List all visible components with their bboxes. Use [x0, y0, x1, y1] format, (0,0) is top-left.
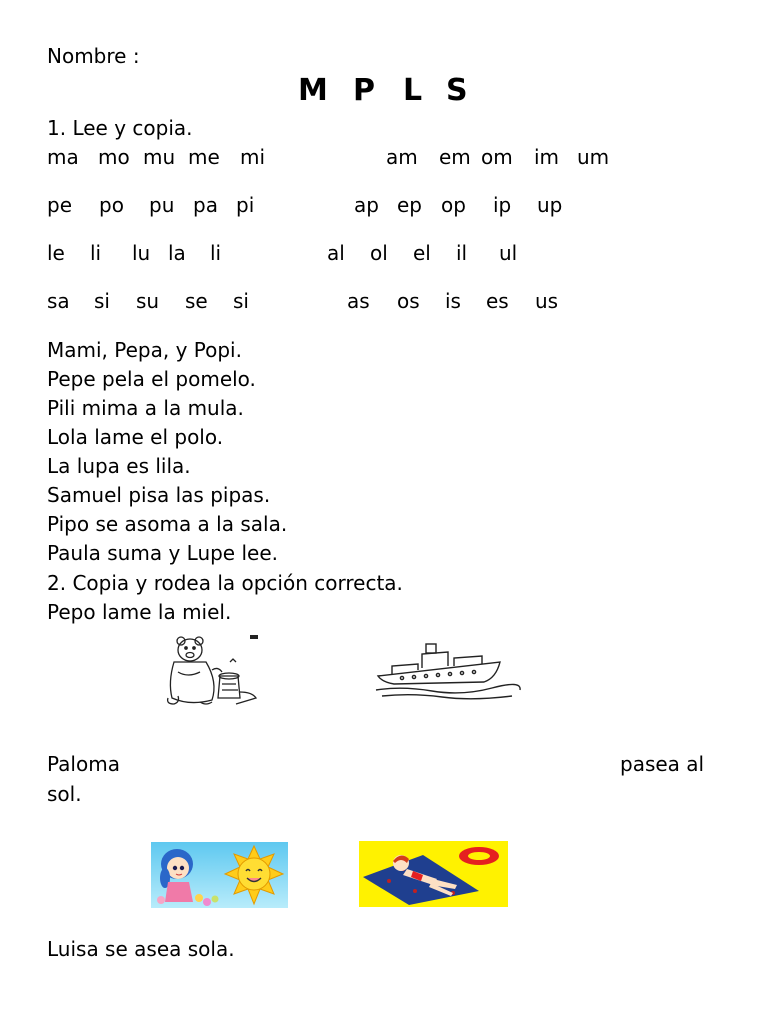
syllable: al [327, 241, 345, 265]
question2-start: Paloma [47, 752, 120, 776]
syllable: po [99, 193, 124, 217]
syllable: am [386, 145, 418, 169]
syllable: ep [397, 193, 422, 217]
syllable: lu [132, 241, 151, 265]
syllable: up [537, 193, 563, 217]
syllable: is [445, 289, 461, 313]
syllable: om [481, 145, 513, 169]
title-letter-l: L [403, 73, 423, 108]
reading-sentence: Pili mima a la mula. [47, 396, 244, 420]
syllable: ul [499, 241, 518, 265]
title-letter-p: P [353, 73, 375, 108]
title-letter-m: M [298, 73, 328, 108]
reading-sentence: Mami, Pepa, y Popi. [47, 338, 242, 362]
syllable: le [47, 241, 65, 265]
syllable: mo [98, 145, 130, 169]
section1-heading: 1. Lee y copia. [47, 116, 193, 140]
syllable: sa [47, 289, 70, 313]
syllable: im [534, 145, 560, 169]
reading-sentence: Pipo se asoma a la sala. [47, 512, 288, 536]
syllable: mu [143, 145, 176, 169]
nombre-label: Nombre : [47, 44, 140, 68]
syllable: me [188, 145, 220, 169]
syllable: ip [493, 193, 512, 217]
syllable: mi [240, 145, 266, 169]
syllable: ol [370, 241, 388, 265]
syllable: li [210, 241, 222, 265]
reading-sentence: Paula suma y Lupe lee. [47, 541, 278, 565]
syllable: um [577, 145, 610, 169]
syllable: li [90, 241, 102, 265]
syllable: es [486, 289, 509, 313]
syllable: os [397, 289, 420, 313]
syllable: pa [193, 193, 218, 217]
person-sunbathing-on-towel-icon [359, 841, 508, 907]
syllable: su [136, 289, 160, 313]
syllable: pi [236, 193, 255, 217]
question2-wrap: sol. [47, 782, 82, 806]
syllable: il [456, 241, 468, 265]
boat-icon [372, 636, 522, 706]
title-letter-s: S [446, 73, 468, 108]
girl-and-sun-icon [151, 842, 288, 908]
reading-sentence: Lola lame el polo. [47, 425, 224, 449]
question1-sentence: Pepo lame la miel. [47, 600, 232, 624]
reading-sentence: Pepe pela el pomelo. [47, 367, 256, 391]
syllable: pu [149, 193, 175, 217]
syllable: as [347, 289, 370, 313]
question3-sentence: Luisa se asea sola. [47, 937, 235, 961]
syllable: la [168, 241, 186, 265]
reading-sentence: La lupa es lila. [47, 454, 191, 478]
syllable: si [233, 289, 249, 313]
syllable: us [535, 289, 559, 313]
syllable: ap [354, 193, 379, 217]
syllable: ma [47, 145, 79, 169]
syllable: pe [47, 193, 72, 217]
syllable: em [439, 145, 471, 169]
question2-end: pasea al [620, 752, 705, 776]
syllable: op [441, 193, 466, 217]
reading-sentence: Samuel pisa las pipas. [47, 483, 271, 507]
section2-heading: 2. Copia y rodea la opción correcta. [47, 571, 403, 595]
syllable: se [185, 289, 208, 313]
syllable: si [94, 289, 110, 313]
syllable: el [413, 241, 431, 265]
bear-with-honey-icon [160, 632, 260, 708]
